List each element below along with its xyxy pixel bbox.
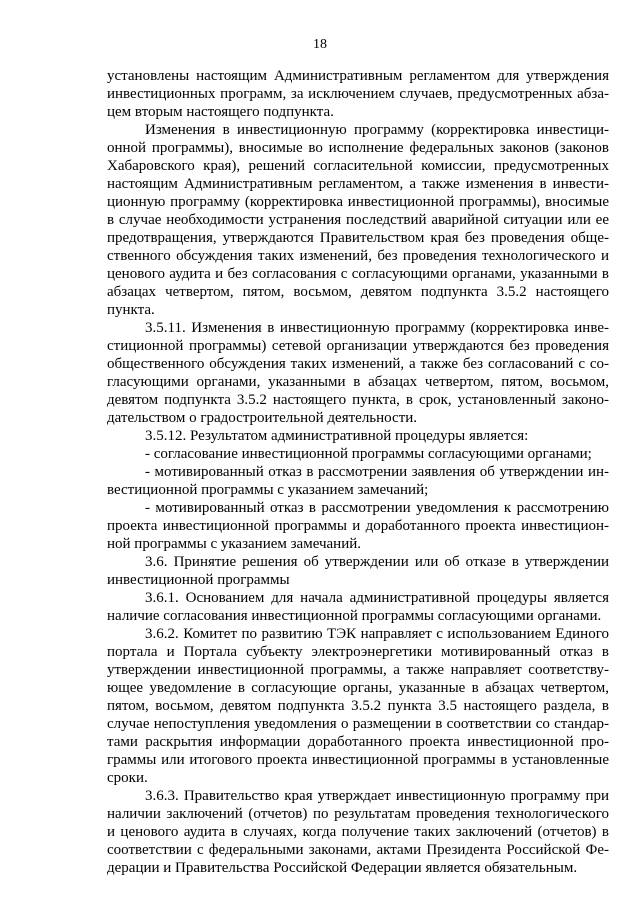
paragraph-3-6-2: 3.6.2. Комитет по развитию ТЭК направляет с использованием Единого портала и Портала субъекту электроэнергетики мотивированный отказ в утверждении инвестиционной программы, а также направляет соответствующее уведомление в согласующие органы, указанные в абзацах четвертом, пятом, восьмом, девятом подпункта 3.5.2 пункта 3.5 настоящего раздела, в случае непоступления уведомления о размещении в соответствии со стандартами раскрытия информации доработанного проекта инвестиционной программы или итогового проекта инвестиционной программы в установленные сроки.: [107, 626, 609, 786]
paragraph-continuation: установлены настоящим Административным регламентом для утверждения инвестиционных программ, за исключением случаев, предусмотренных абзацем вторым настоящего подпункта.: [107, 68, 609, 120]
document-body: [107, 67, 609, 877]
list-item-approval: - согласование инвестиционной программы согласующими органами;: [145, 446, 592, 462]
section-heading-3-6: 3.6. Принятие решения об утверждении или об отказе в утверждении инвестиционной программы: [107, 554, 609, 588]
list-item-refusal-application: - мотивированный отказ в рассмотрении заявления об утверждении инвестиционной программы с указанием замечаний;: [107, 464, 609, 498]
page-number: 18: [313, 37, 327, 52]
list-item-refusal-notification: - мотивированный отказ в рассмотрении уведомления к рассмотрению проекта инвестиционной программы и доработанного проекта инвестиционной программы с указанием замечаний.: [107, 500, 609, 552]
paragraph-3-5-12: 3.5.12. Результатом административной процедуры является:: [145, 428, 529, 444]
paragraph-3-5-11: 3.5.11. Изменения в инвестиционную программу (корректировка инвестиционной программы) сетевой организации утверждаются без проведения общественного обсуждения таких изменений, а также без согласований с согласующими органами, указанными в абзацах четвертом, пятом, восьмом, девятом подпункта 3.5.2 настоящего пункта, в срок, установленный законодательством о градостроительной деятельности.: [107, 320, 609, 426]
paragraph-3-6-3: 3.6.3. Правительство края утверждает инвестиционную программу при наличии заключений (отчетов) по результатам проведения технологического и ценового аудита в случаях, когда получение таких заключений (отчетов) в соответствии с федеральными законами, актами Президента Российской Федерации и Правительства Российской Федерации является обязательным.: [107, 788, 609, 876]
paragraph-3-6-1: 3.6.1. Основанием для начала административной процедуры является наличие согласования инвестиционной программы согласующими органами.: [107, 590, 609, 624]
paragraph-amendments: Изменения в инвестиционную программу (корректировка инвестиционной программы), вносимые во исполнение федеральных законов (законов Хабаровского края), решений согласительной комиссии, предусмотренных настоящим Административным регламентом, а также изменения в инвестиционную программу (корректировка инвестиционной программы), вносимые в случае необходимости устранения последствий аварийной ситуации или ее предотвращения, утверждаются Правительством края без проведения общественного обсуждения таких изменений, без проведения технологического и ценового аудита и без согласования с согласующими органами, указанными в абзацах четвертом, пятом, восьмом, девятом подпункта 3.5.2 настоящего пункта.: [107, 122, 609, 318]
